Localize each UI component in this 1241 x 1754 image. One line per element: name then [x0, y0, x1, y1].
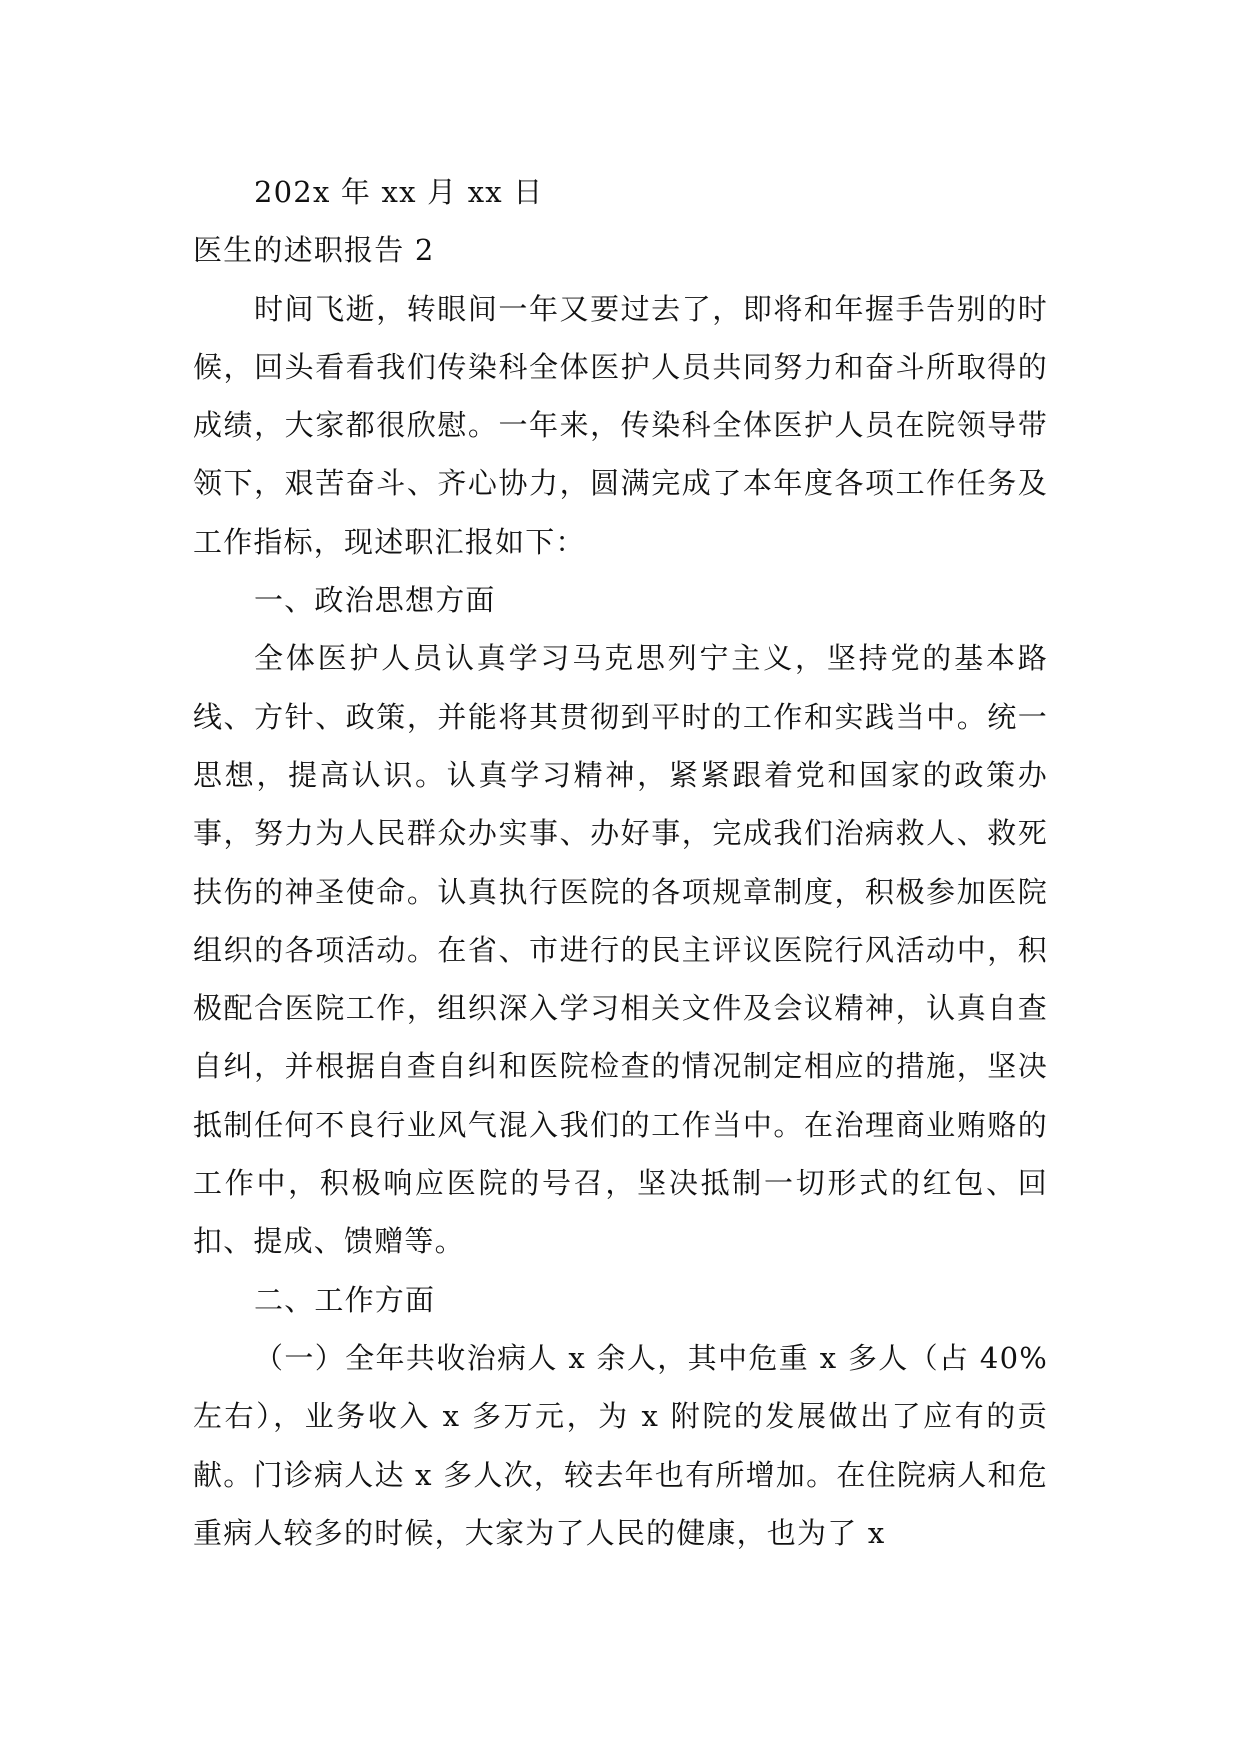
work-paragraph: （一）全年共收治病人 x 余人，其中危重 x 多人（占 40%左右），业务收入 x 多万元，为 x 附院的发展做出了应有的贡献。门诊病人达 x 多人次，较去年也有所增加。在住院病人和危重病人较多的时候，大家为了人民的健康，也为了 x	[193, 1340, 1048, 1550]
document-body	[193, 163, 1048, 1562]
report-title: 医生的述职报告 2	[193, 233, 435, 268]
intro-paragraph: 时间飞逝，转眼间一年又要过去了，即将和年握手告别的时候，回头看看我们传染科全体医护人员共同努力和奋斗所取得的成绩，大家都很欣慰。一年来，传染科全体医护人员在院领导带领下，艰苦奋斗、齐心协力，圆满完成了本年度各项工作任务及工作指标，现述职汇报如下：	[193, 291, 1048, 559]
date-line: 202x 年 xx 月 xx 日	[254, 175, 544, 209]
politics-paragraph: 全体医护人员认真学习马克思列宁主义，坚持党的基本路线、方针、政策，并能将其贯彻到平时的工作和实践当中。统一思想，提高认识。认真学习精神，紧紧跟着党和国家的政策办事，努力为人民群众办实事、办好事，完成我们治病救人、救死扶伤的神圣使命。认真执行医院的各项规章制度，积极参加医院组织的各项活动。在省、市进行的民主评议医院行风活动中，积极配合医院工作，组织深入学习相关文件及会议精神，认真自查自纠，并根据自查自纠和医院检查的情况制定相应的措施，坚决抵制任何不良行业风气混入我们的工作当中。在治理商业贿赂的工作中，积极响应医院的号召，坚决抵制一切形式的红包、回扣、提成、馈赠等。	[193, 641, 1048, 1259]
section-heading-work: 二、工作方面	[254, 1282, 436, 1317]
section-heading-politics: 一、政治思想方面	[254, 583, 496, 618]
